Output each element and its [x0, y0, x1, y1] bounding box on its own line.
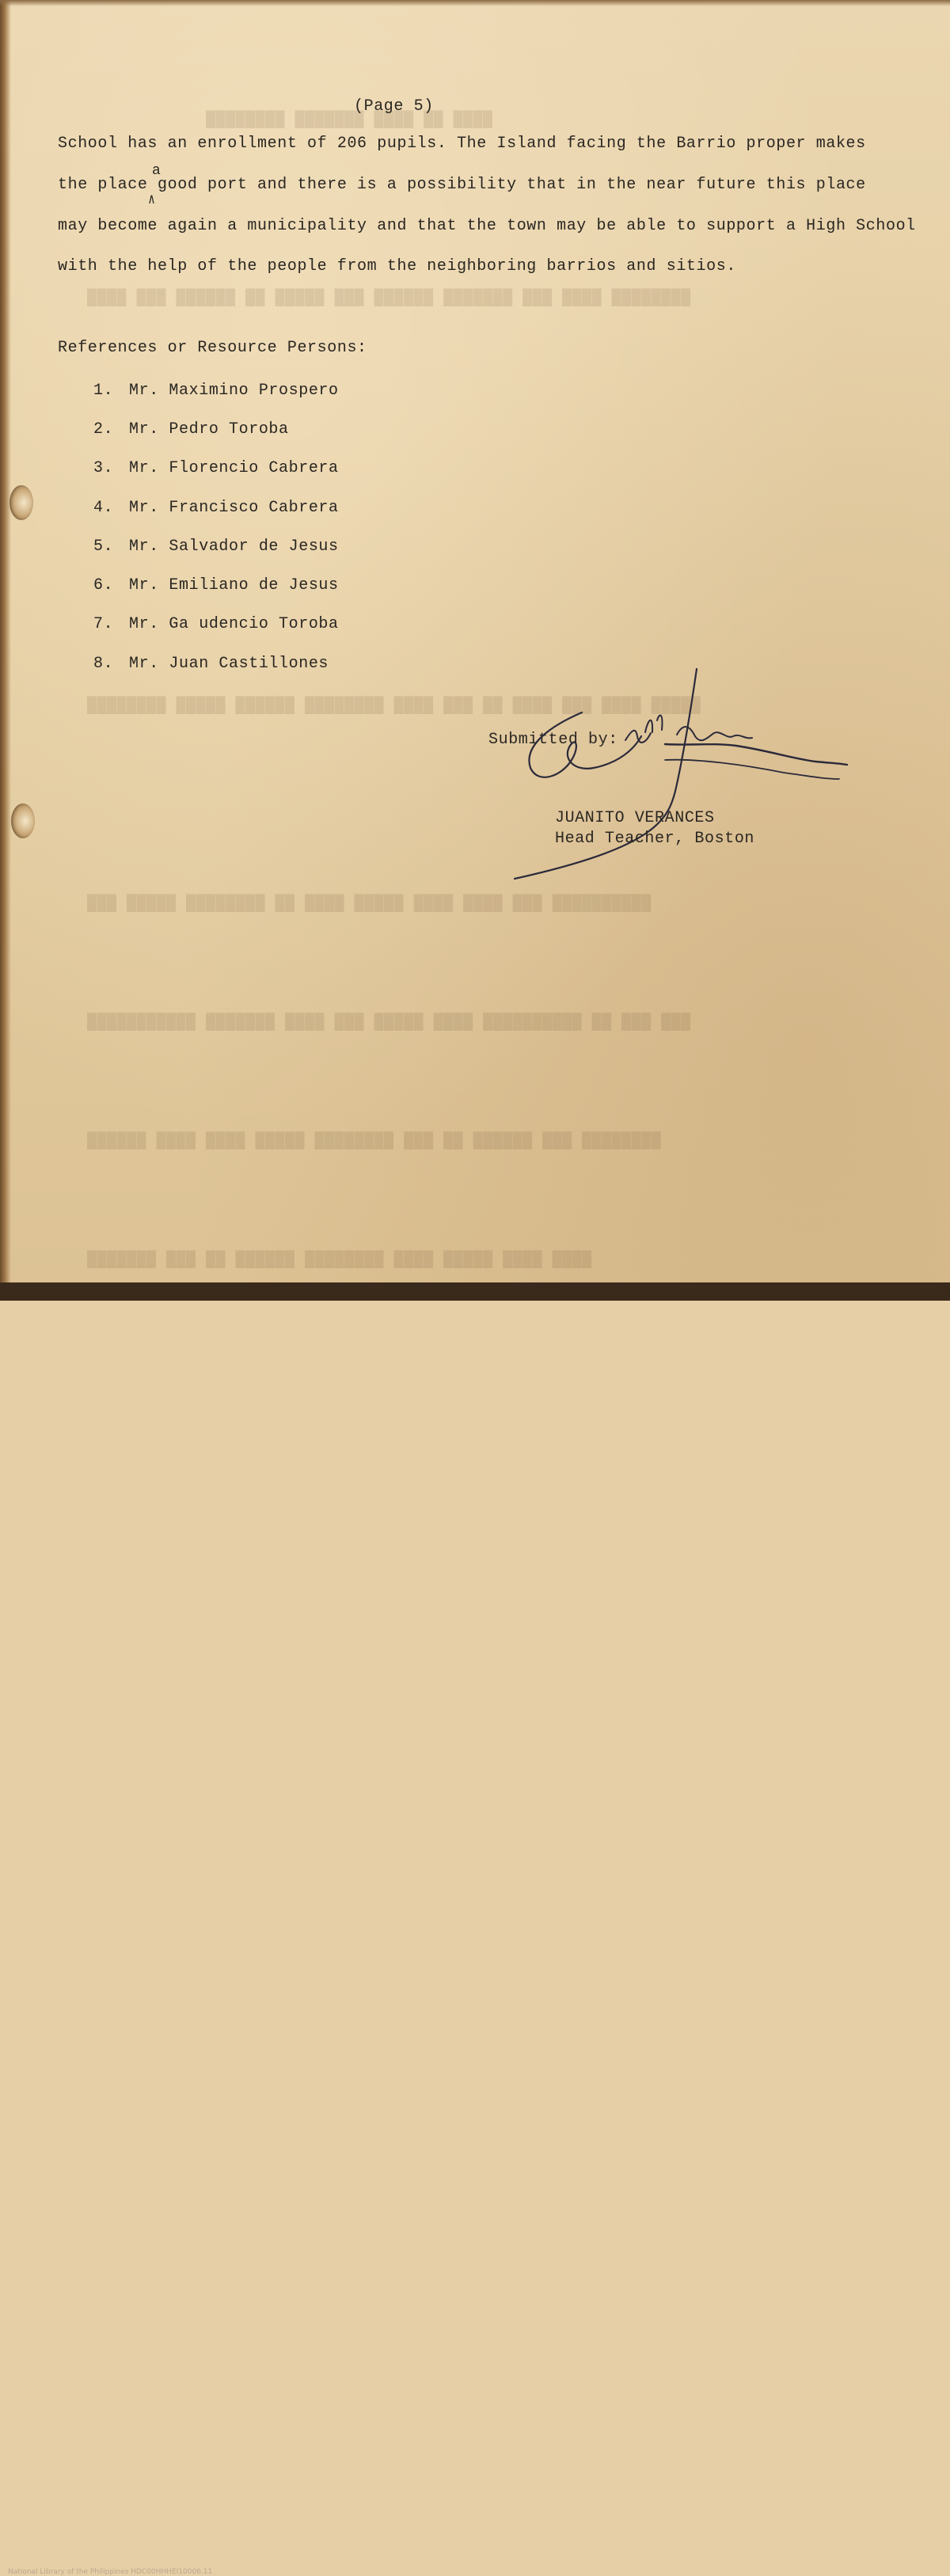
- reference-item: [93, 576, 339, 595]
- paper-left-edge: [0, 0, 11, 1301]
- reference-item: [93, 615, 339, 633]
- caret-mark: ∧: [148, 192, 155, 208]
- reference-number: 8.: [93, 655, 114, 673]
- references-heading: References or Resource Persons:: [58, 339, 367, 357]
- reference-item: [93, 655, 329, 673]
- reference-number: 5.: [93, 538, 114, 556]
- handwritten-signature: [507, 657, 855, 887]
- reference-name: Mr. Maximino Prospero: [129, 382, 339, 400]
- reference-number: 7.: [93, 615, 114, 633]
- reference-number: 6.: [93, 576, 114, 595]
- reference-name: Mr. Juan Castillones: [129, 655, 329, 673]
- reference-item: [93, 382, 339, 400]
- reference-name: Mr. Salvador de Jesus: [129, 538, 339, 556]
- bleed-through-texture: ███████ ███ ██ ██████ ████████ ████ █████ ████ ████: [87, 1251, 592, 1269]
- signatory-name: JUANITO VERANCES: [555, 809, 715, 827]
- reference-name: Mr. Francisco Cabrera: [129, 499, 339, 517]
- reference-item: [93, 499, 339, 517]
- insertion-mark-letter: a: [152, 163, 161, 179]
- reference-number: 4.: [93, 499, 114, 517]
- body-line-4: with the help of the people from the neighboring barrios and sitios.: [58, 257, 736, 275]
- bleed-through-texture: ███ █████ ████████ ██ ████ █████ ████ ████ ███ ██████████: [87, 895, 652, 913]
- reference-name: Mr. Pedro Toroba: [129, 420, 289, 439]
- reference-item: [93, 538, 339, 556]
- body-line-2: the place good port and there is a possibility that in the near future this place: [58, 176, 866, 194]
- punch-hole: [10, 485, 33, 520]
- punch-hole: [11, 804, 35, 838]
- scan-footer-bar: [0, 1282, 950, 2576]
- signatory-title: Head Teacher, Boston: [555, 830, 755, 848]
- reference-number: 1.: [93, 382, 114, 400]
- reference-number: 2.: [93, 420, 114, 439]
- bleed-through-texture: ████████ ███████ ████ ██ ████: [206, 111, 493, 129]
- reference-number: 3.: [93, 459, 114, 477]
- bleed-through-texture: ████████ █████ ██████ ████████ ████ ███ ██ ████ ███ ████ █████: [87, 697, 701, 715]
- bleed-through-texture: ████ ███ ██████ ██ █████ ███ ██████ ███████ ███ ████ ████████: [87, 289, 691, 307]
- bleed-through-texture: ███████████ ███████ ████ ███ █████ ████ ██████████ ██ ███ ███: [87, 1013, 691, 1032]
- paper-top-edge: [0, 0, 950, 6]
- reference-item: [93, 420, 289, 439]
- reference-name: Mr. Ga udencio Toroba: [129, 615, 339, 633]
- reference-name: Mr. Emiliano de Jesus: [129, 576, 339, 595]
- reference-item: [93, 459, 339, 477]
- body-line-1: School has an enrollment of 206 pupils. The Island facing the Barrio proper makes: [58, 135, 866, 153]
- reference-name: Mr. Florencio Cabrera: [129, 459, 339, 477]
- footer-text: National Library of the Philippines HDC00HHHEI10006.11: [8, 2568, 213, 2576]
- page-number: (Page 5): [354, 97, 434, 116]
- body-line-3: may become again a municipality and that the town may be able to support a High School: [58, 217, 916, 235]
- bleed-through-texture: ██████ ████ ████ █████ ████████ ███ ██ ██████ ███ ████████: [87, 1132, 662, 1150]
- submitted-by-label: Submitted by:: [488, 731, 618, 749]
